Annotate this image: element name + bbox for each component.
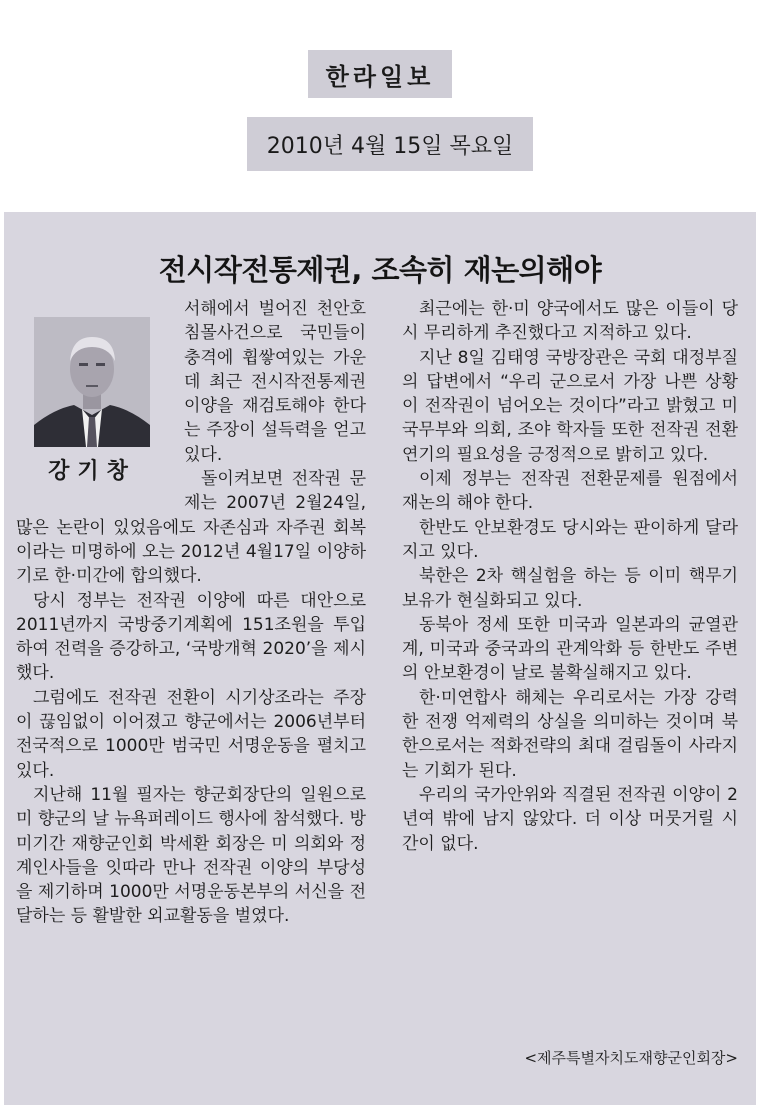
paragraph: 최근에는 한·미 양국에서도 많은 이들이 당시 무리하게 추진했다고 지적하고 있다.	[402, 299, 738, 344]
author-name: 강기창	[48, 459, 136, 484]
publication-date: 2010년 4월 15일 목요일	[247, 117, 533, 171]
article-column-right	[402, 297, 738, 856]
paragraph: 이제 정부는 전작권 전환문제를 원점에서 재논의 해야 한다.	[402, 469, 738, 514]
paragraph: 한·미연합사 해체는 우리로서는 가장 강력한 전쟁 억제력의 상실을 의미하는 것이며 북한으로서는 적화전략의 최대 걸림돌이 사라지는 기회가 된다.	[402, 687, 738, 781]
paragraph: 서해에서 벌어진 천안호 침몰사건으로 국민들이 충격에 휩쌓여있는 가운데 최근 전시작전통제권 이양을 재검토해야 한다는 주장이 설득력을 얻고 있다.	[184, 299, 366, 465]
paragraph: 동북아 정세 또한 미국과 일본과의 균열관계, 미국과 중국과의 관계악화 등 한반도 주변의 안보환경이 날로 불확실해지고 있다.	[402, 614, 738, 684]
paragraph: 돌이켜보면 전작권 문제는 2007년 2월24일, 많은 논란이 있었음에도 자존심과 자주권 회복이라는 미명하에 오는 2012년 4월17일 이양하기로 한·미간에 합의했다.	[16, 469, 366, 587]
newspaper-masthead: 한라일보	[308, 50, 452, 98]
paragraph: 지난 8일 김태영 국방장관은 국회 대정부질의 답변에서 “우리 군으로서 가장 나쁜 상황이 전작권이 넘어오는 것이다”라고 밝혔고 미 국무부와 의회, 조야 학자들 또한 전작권 전환연기의 필요성을 긍정적으로 밝히고 있다.	[402, 347, 738, 465]
paragraph: 북한은 2차 핵실험을 하는 등 이미 핵무기보유가 현실화되고 있다.	[402, 566, 738, 611]
paragraph: 우리의 국가안위와 직결된 전작권 이양이 2년여 밖에 남지 않았다. 더 이상 머뭇거릴 시간이 없다.	[402, 784, 738, 854]
author-affiliation: <제주특별자치도재향군인회장>	[524, 1049, 738, 1067]
paragraph: 한반도 안보환경도 당시와는 판이하게 달라지고 있다.	[402, 517, 738, 562]
paragraph: 그럼에도 전작권 전환이 시기상조라는 주장이 끊임없이 이어졌고 향군에서는 2006년부터 전국적으로 1000만 범국민 서명운동을 펼치고 있다.	[16, 687, 366, 781]
article-clipping	[4, 212, 756, 1105]
photo-spacer	[16, 297, 184, 497]
article-column-left	[16, 297, 366, 929]
article-headline: 전시작전통제권, 조속히 재논의해야	[158, 253, 602, 287]
paragraph: 지난해 11월 필자는 향군회장단의 일원으로 미 향군의 날 뉴욕퍼레이드 행사에 참석했다. 방미기간 재향군인회 박세환 회장은 미 의회와 정계인사들을 잇따라 만나 전작권 이양의 부당성을 제기하며 1000만 서명운동본부의 서신을 전달하는 등 활발한 외교활동을 벌였다.	[16, 784, 366, 927]
paragraph: 당시 정부는 전작권 이양에 따른 대안으로 2011년까지 국방중기계획에 151조원을 투입하여 전력을 증강하고, ‘국방개혁 2020’을 제시했다.	[16, 590, 366, 684]
